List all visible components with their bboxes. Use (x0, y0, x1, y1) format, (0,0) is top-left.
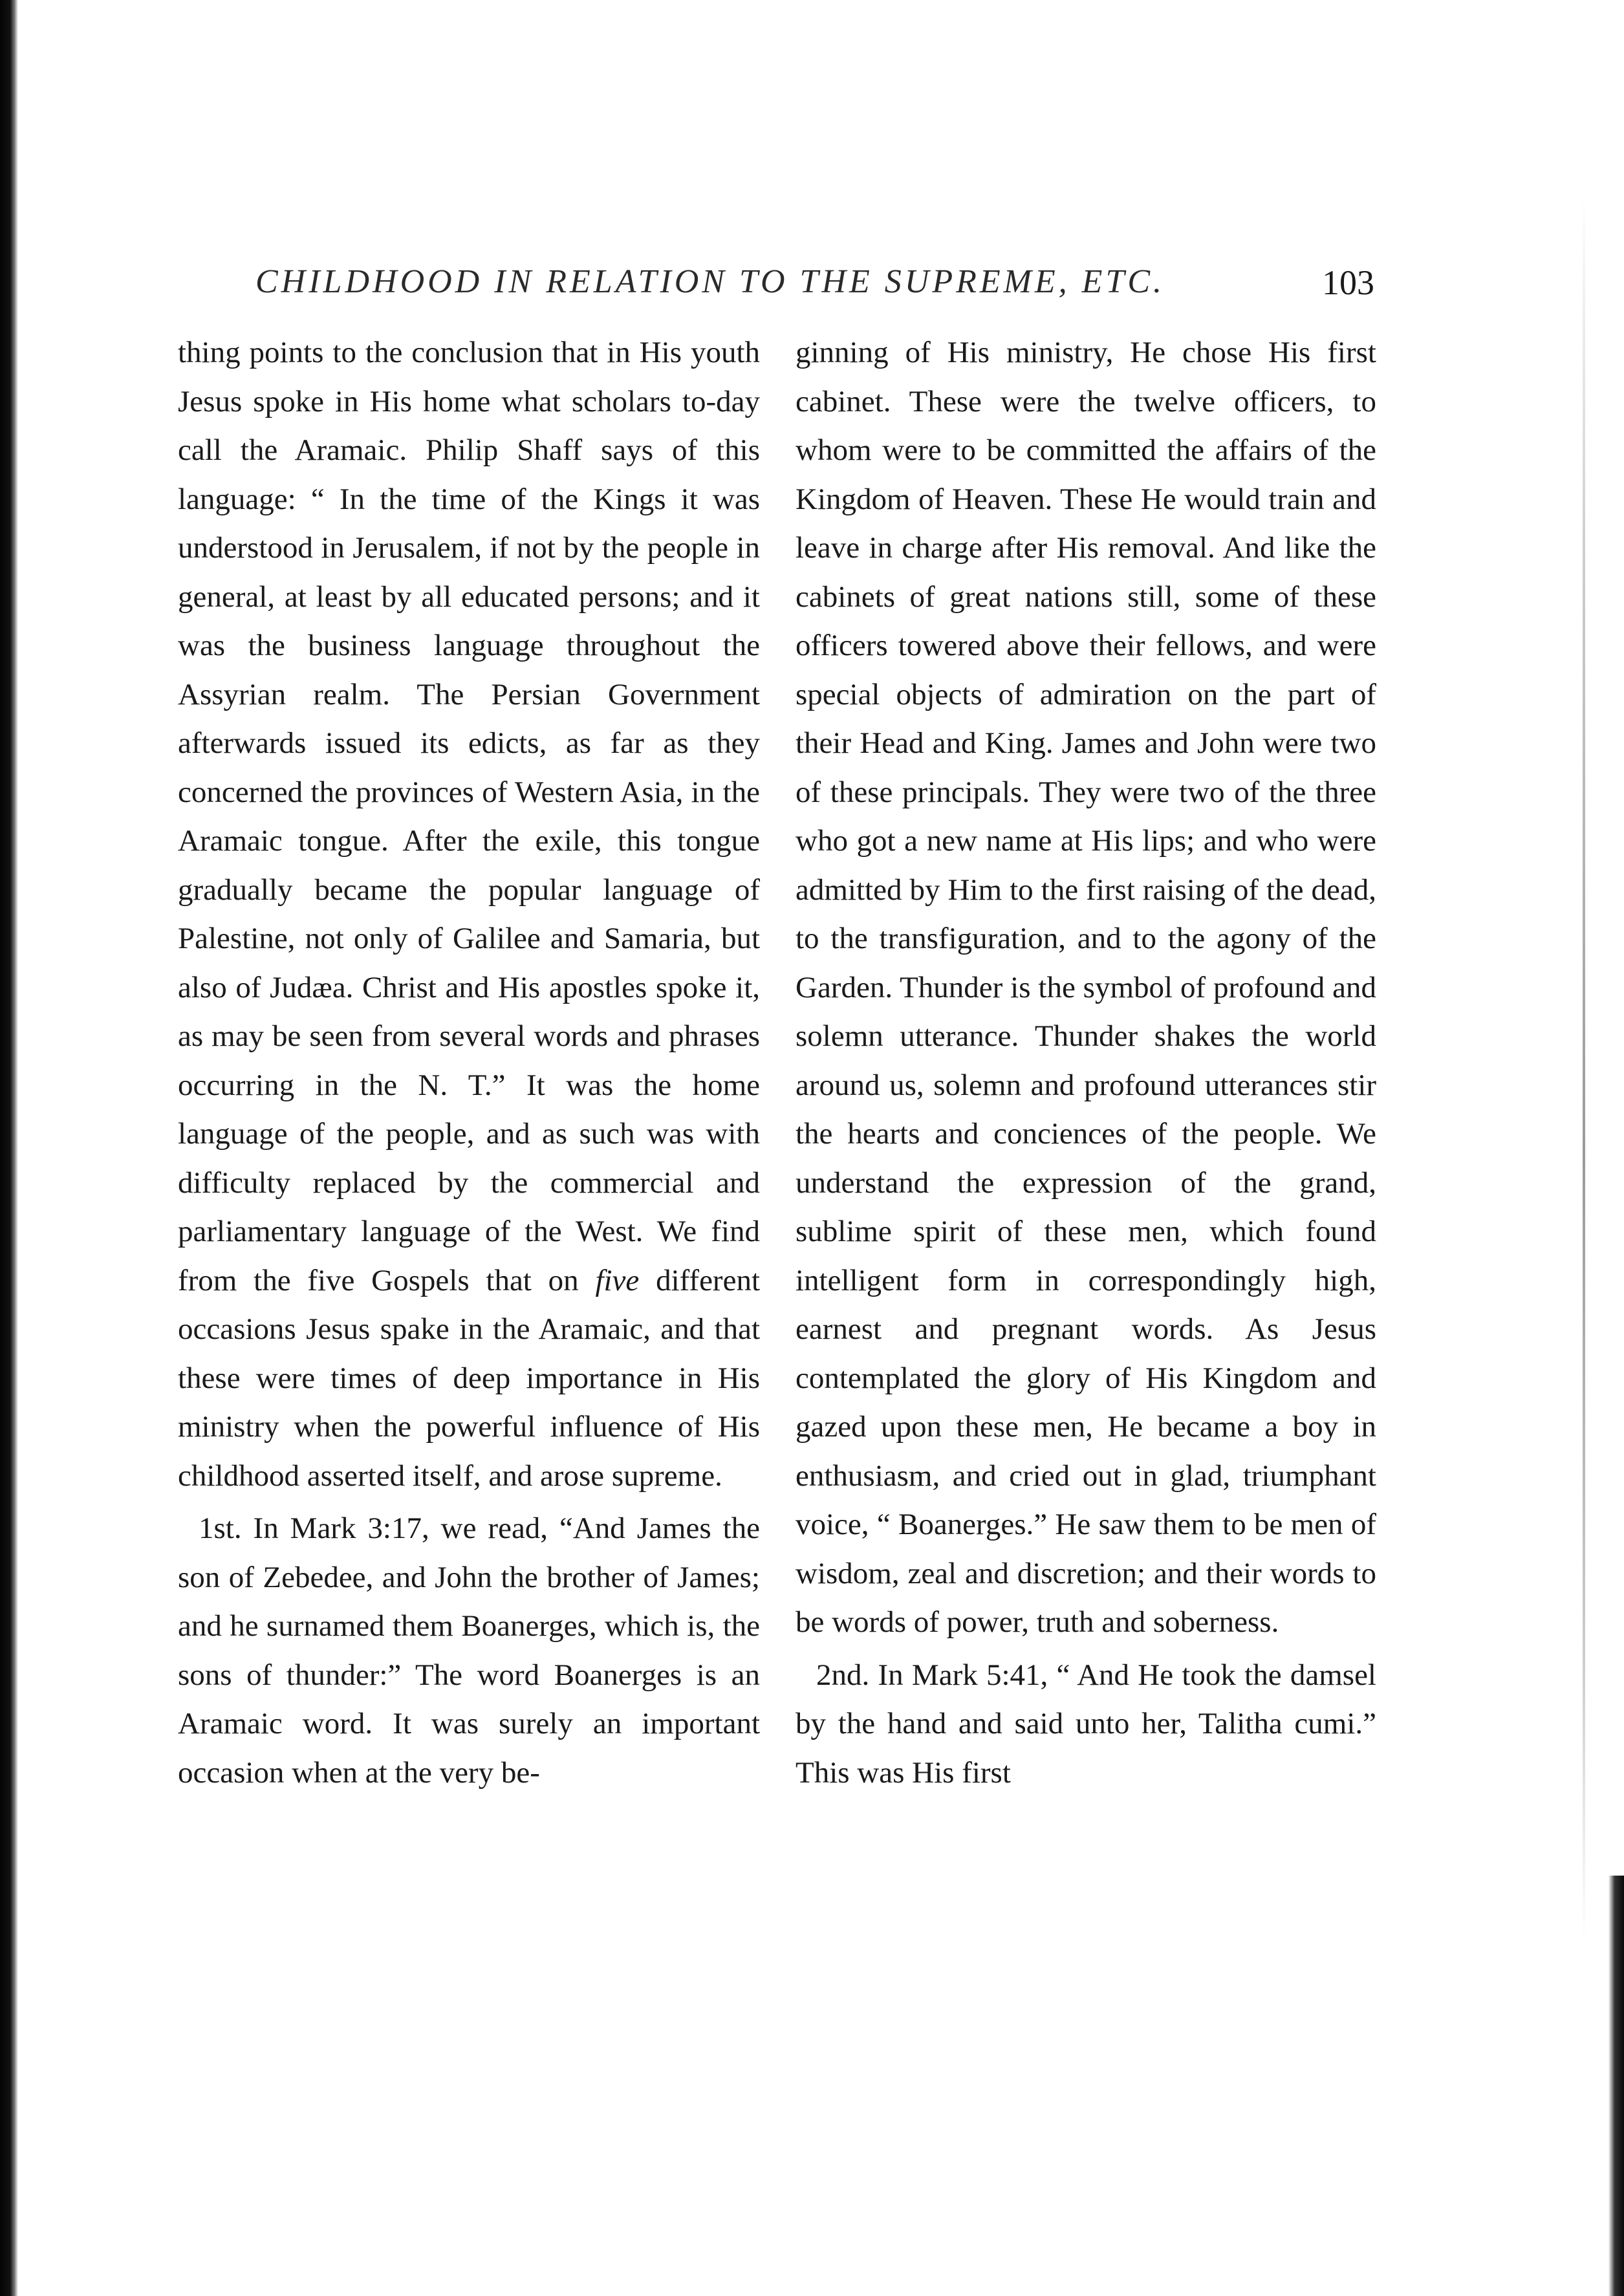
paragraph-text: different occasions Jesus spake in the Aramaic, and that these were times of deep importance in His ministry when the powerful influence of His childhood asserted itself, and arose supreme. (178, 1263, 761, 1493)
page-header (255, 263, 1374, 314)
paragraph: 1st. In Mark 3:17, we read, “And James the son of Zebedee, and John the brother of James; and he surnamed them Boanerges, which is, the sons of thunder:” The word Boanerges is an Aramaic word. It was surely an important occasion when at the very be- (178, 1511, 760, 1790)
scan-edge-right (1608, 1876, 1624, 2296)
paragraph (178, 329, 760, 1500)
scan-edge-left (0, 0, 18, 2296)
left-column (178, 329, 760, 1797)
paragraph: 2nd. In Mark 5:41, “ And He took the damsel by the hand and said unto her, Talitha cumi.” This was His first (796, 1658, 1376, 1790)
paragraph: ginning of His ministry, He chose His first cabinet. These were the twelve officers, to whom were to be committed the affairs of the Kingdom of Heaven. These He would train and leave in charge after His removal. And like the cabinets of great nations still, some of these officers towered above their fellows, and were special objects of admiration on the part of their Head and King. James and John were two of these principals. They were two of the three who got a new name at His lips; and who were admitted by Him to the first raising of the dead, to the transfiguration, and to the agony of the Garden. Thunder is the symbol of profound and solemn utterance. Thunder shakes the world around us, solemn and profound utterances stir the hearts and conciences of the people. We understand the expression of the grand, sublime spirit of these men, which found intelligent form in correspondingly high, earnest and pregnant words. As Jesus contemplated the glory of His Kingdom and gazed upon these men, He became a boy in enthusiasm, and cried out in glad, triumphant voice, “ Boanerges.” He saw them to be men of wisdom, zeal and discretion; and their words to be words of power, truth and soberness. (796, 336, 1376, 1639)
right-column (796, 329, 1376, 1797)
emphasis: five (595, 1263, 640, 1297)
running-title: CHILDHOOD IN RELATION TO THE SUPREME, ETC. (255, 263, 1165, 300)
paragraph-text: thing points to the conclusion that in His youth Jesus spoke in His home what scholars to-day call the Aramaic. Philip Shaff says of this language: “ In the time of the Kings it was understood in Jerusalem, if not by the people in general, at least by all educated persons; and it was the business language throughout the Assyrian realm. The Persian Government afterwards issued its edicts, as far as they concerned the provinces of Western Asia, in the Aramaic tongue. After the exile, this tongue gradually became the popular language of Palestine, not only of Galilee and Samaria, but also of Judæa. Christ and His apostles spoke it, as may be seen from several words and phrases occurring in the N. T.” It was the home language of the people, and as such was with difficulty replaced by the commercial and parliamentary language of the West. We find from the five Gospels that on (178, 336, 760, 1297)
page-number: 103 (1322, 263, 1374, 302)
scan-edge-right-line (1583, 194, 1585, 1940)
